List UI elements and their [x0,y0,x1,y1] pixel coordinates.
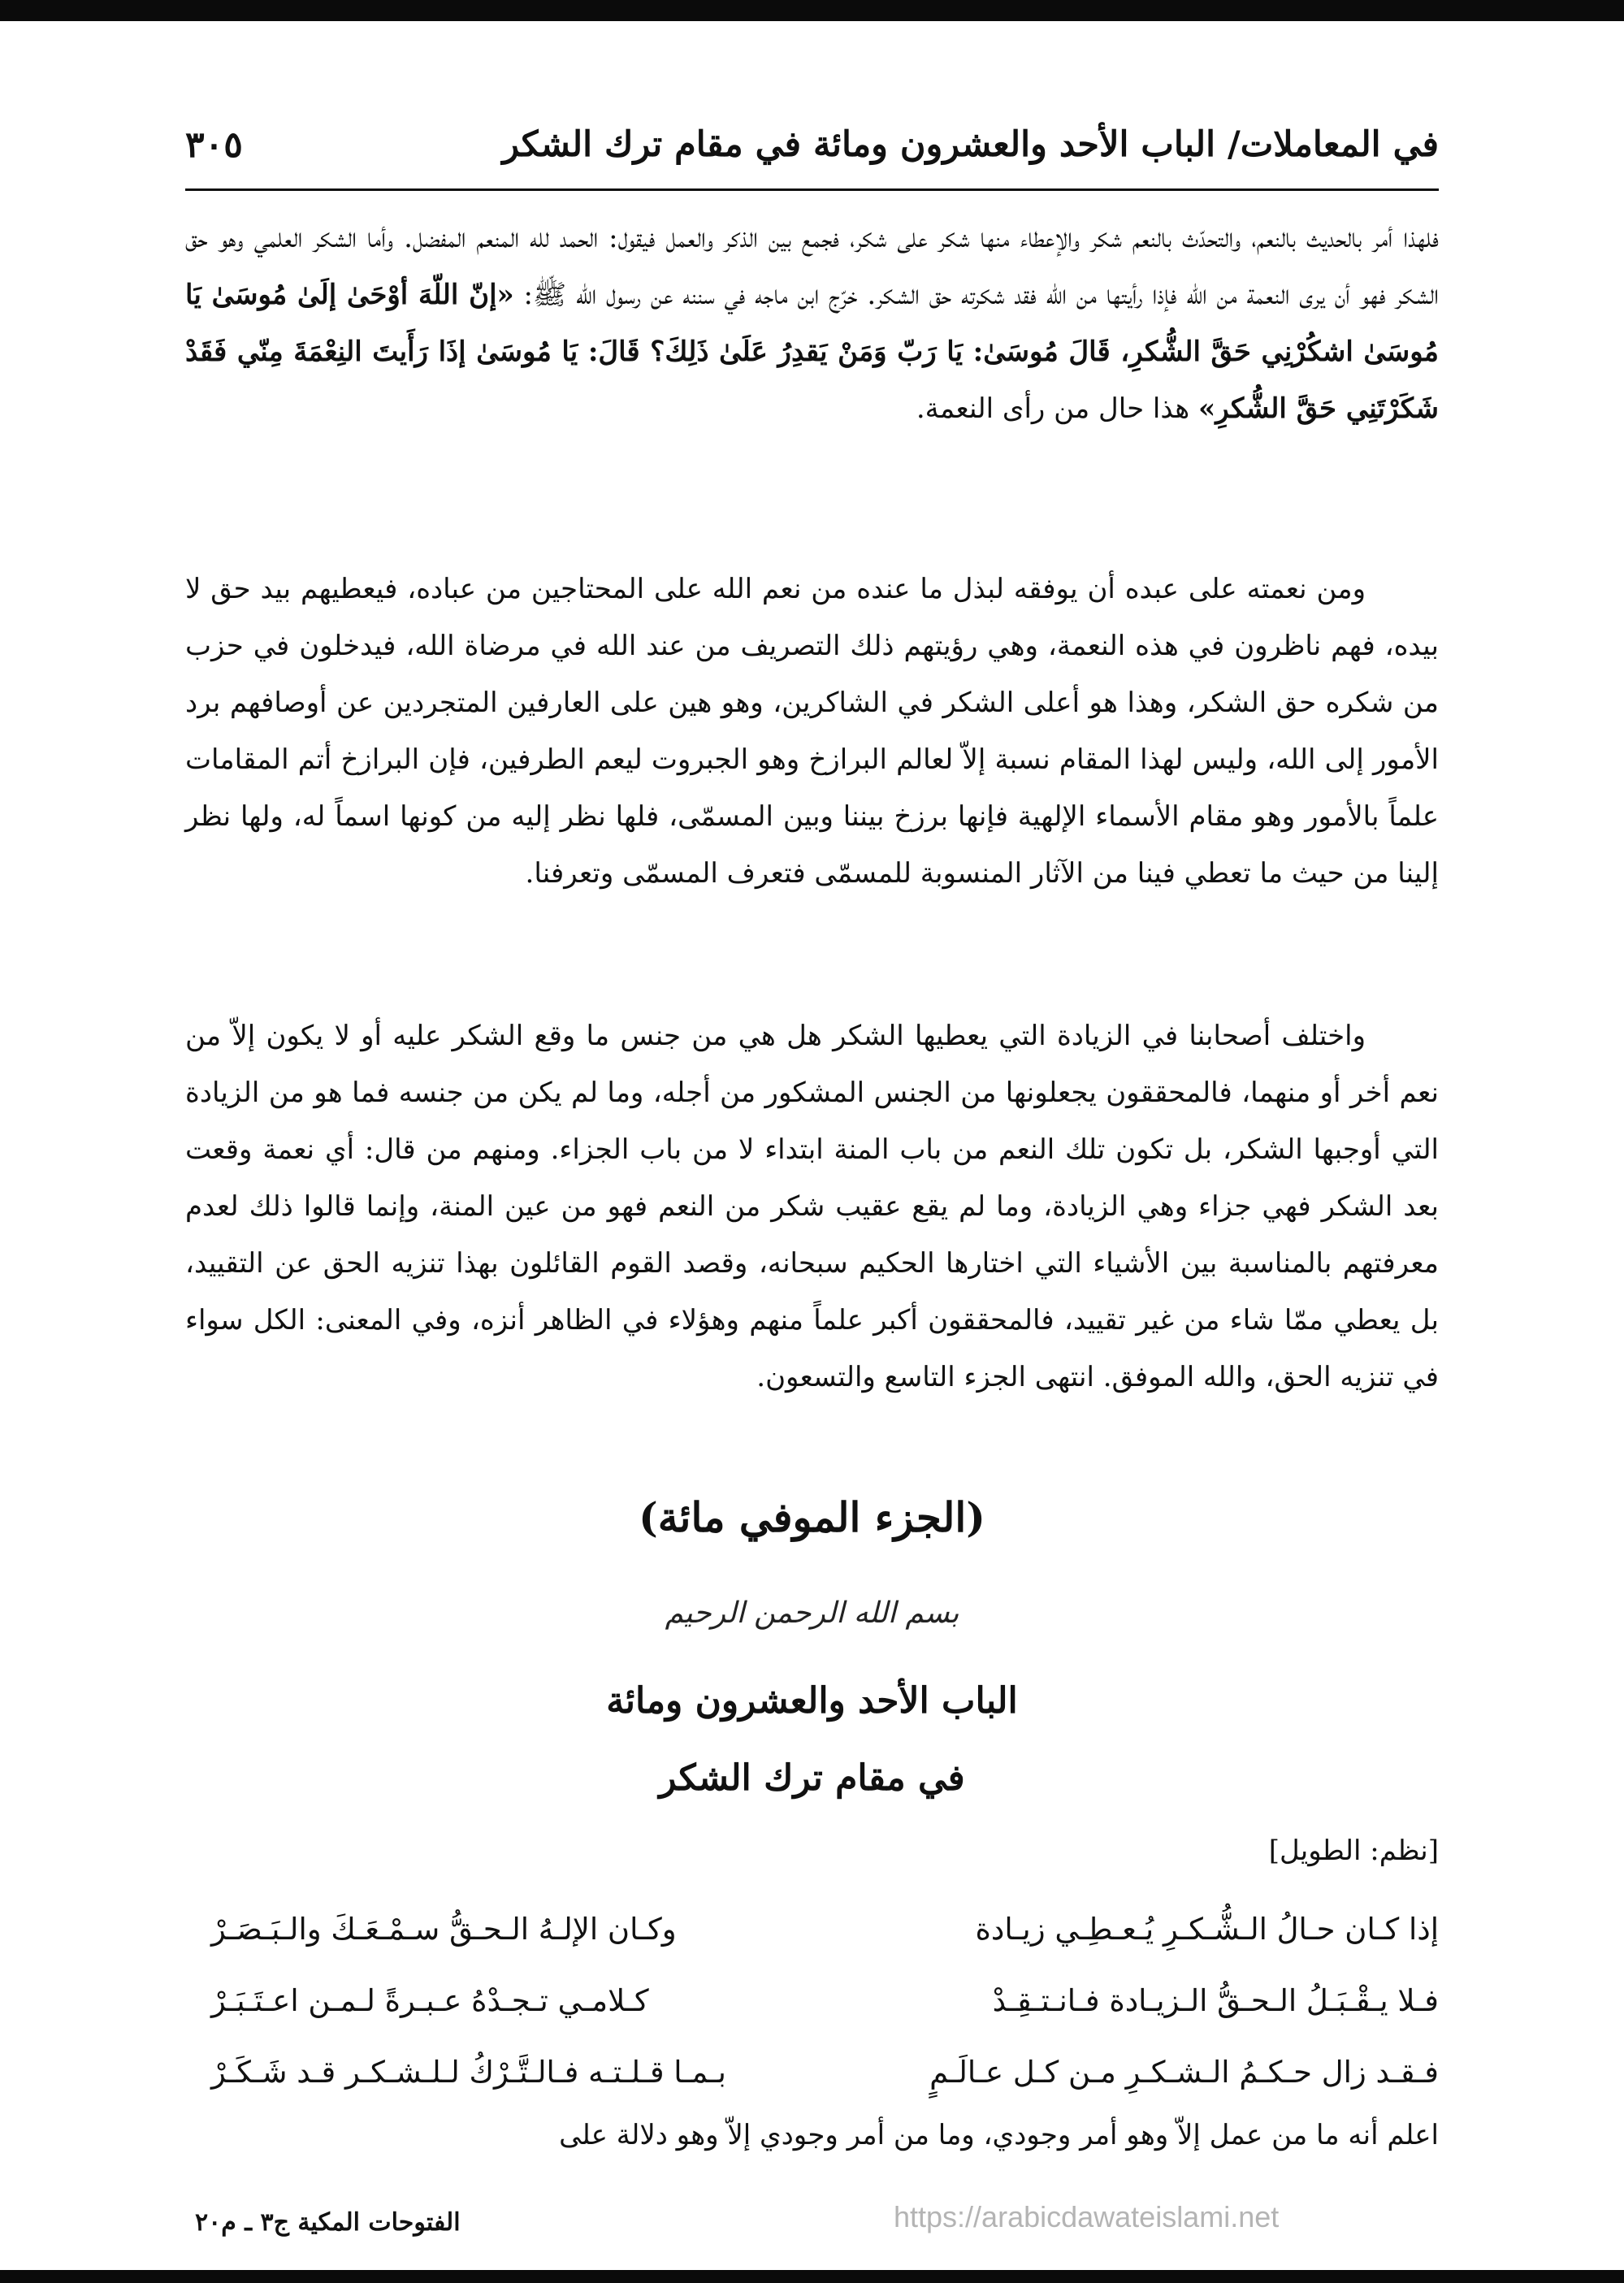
paragraph-3-text: واختلف أصحابنا في الزيادة التي يعطيها الشكر هل هي من جنس ما وقع الشكر عليه أو لا يكون إلاّ من نعم أخر أو منهما، فالمحققون يجعلونها من الجنس المشكور من أجله، وما لم يكن من جنسه فما هو من الزيادة التي أوجبها الشكر، بل تكون تلك النعم من باب المنة ابتداء لا من باب الجزاء. ومنهم من قال: أي نعمة وقعت بعد الشكر فهي جزاء وهي الزيادة، وما لم يقع عقيب شكر من النعم فهو من عين المنة، وإنما قالوا ذلك لعدم معرفتهم بالمناسبة بين الأشياء التي اختارها الحكيم سبحانه، وقصد القوم القائلون بهذا تنزيه الحق عن التقييد، بل يعطي ممّا شاء من غير تقييد، فالمحققون أكبر علماً منهم وهؤلاء في الظاهر أنزه، وفي المعنى: الكل سواء في تنزيه الحق، والله الموفق. انتهى الجزء التاسع والتسعون. [185,1020,1439,1393]
verse-second-hemistich: كـلامـي تـجـدْهُ عـبـرةً لـمـن اعـتَـبَـرْ [211,1982,649,2018]
verse-first-hemistich: فـلا يـقْـبَـلُ الـحـقُّ الـزيـادة فـانـتـقِـدْ [992,1982,1439,2018]
chapter-subtitle: في مقام ترك الشكر [659,1757,965,1799]
header-divider [185,188,1439,191]
poem-meter-label: [نظم: الطويل] [1268,1835,1439,1867]
scan-border-top [0,0,1624,21]
part-heading: (الجزء الموفي مائة) [639,1493,985,1541]
paragraph-1-text-a: فلهذا أمر بالحديث بالنعم، والتحدّث بالنعم شكر والإعطاء منها شكر على شكر، فجمع بين الذكر والعمل فيقول: الحمد لله المنعم المفضل. وأما الشكر العلمي وهو حق الشكر فهو أن يرى النعمة من الله فإذا رأيتها من الله فقد شكرته حق الشكر. خرّج ابن ماجه في سننه عن رسول الله ﷺ: [185,222,1439,311]
page-header [185,104,1439,185]
verse-line [211,1893,1439,1965]
source-watermark: https://arabicdawateislami.net [894,2200,1280,2233]
verse-line [211,2036,1439,2108]
scan-border-bottom [0,2270,1624,2283]
verse-first-hemistich: فـقـد زال حـكـمُ الـشـكـرِ مـن كـل عـالَـمٍ [929,2054,1439,2090]
poem [211,1893,1439,2108]
verse-second-hemistich: وكـان الإلـهُ الـحـقُّ سـمْـعَـكَ والـبَـصَـرْ [211,1911,677,1947]
verse-first-hemistich: إذا كـان حـالُ الـشُّـكـرِ يُـعـطِـي زيـادة [975,1911,1439,1947]
hadith-quote: «إنّ اللّهَ أوْحَىٰ إلَىٰ مُوسَىٰ يَا مُوسَىٰ اشكُرْنِي حَقَّ الشُّكرِ، قَالَ مُوسَىٰ: يَا رَبّ وَمَنْ يَقدِرُ عَلَىٰ ذَلِكَ؟ قَالَ: يَا مُوسَىٰ إذَا رَأَيتَ النِعْمَةَ مِنّي فَقَدْ شَكَرْتَنِي حَقَّ الشُّكرِ» [185,279,1439,425]
paragraph-2-text: ومن نعمته على عبده أن يوفقه لبذل ما عنده من نعم الله على المحتاجين من عباده، فيعطيهم بيد حق لا بيده، فهم ناظرون في هذه النعمة، وهي رؤيتهم ذلك التصريف من عند الله في مرضاة الله، فيدخلون في حزب من شكره حق الشكر، وهذا هو أعلى الشكر في الشاكرين، وهو هين على العارفين المتجردين عن أوصافهم برد الأمور إلى الله، وليس لهذا المقام نسبة إلاّ لعالم البرازخ وهو الجبروت ليعم الطرفين، فإن البرازخ أتم المقامات علماً بالأمور وهو مقام الأسماء الإلهية فإنها برزخ بيننا وبين المسمّى، فلها نظر إليه من كونها اسماً له، ولها نظر إلينا من حيث ما تعطي فينا من الآثار المنسوبة للمسمّى فتعرف المسمّى وتعرفنا. [185,573,1439,890]
bismillah-calligraphy: بسم الله الرحمن الرحيم [665,1596,959,1630]
paragraph-1-text-b: هذا حال من رأى النعمة. [916,392,1198,425]
page-number: ٣٠٥ [185,123,243,166]
running-title: في المعاملات/ الباب الأحد والعشرون ومائة في مقام ترك الشكر [502,124,1439,165]
paragraph-3 [185,1007,1439,1406]
verse-line [211,1965,1439,2036]
verse-second-hemistich: بـمـا قـلـتـه فـالـتَّـرْكُ لـلـشـكـر قـد شَـكَـرْ [211,2054,726,2090]
chapter-title: الباب الأحد والعشرون ومائة [606,1680,1018,1722]
closing-line: اعلم أنه ما من عمل إلاّ وهو أمر وجودي، وما من أمر وجودي إلاّ وهو دلالة على [559,2119,1439,2151]
paragraph-2 [185,561,1439,902]
paragraph-1 [185,210,1439,437]
book-signature: الفتوحات المكية ج٣ ـ م٢٠ [195,2208,461,2237]
